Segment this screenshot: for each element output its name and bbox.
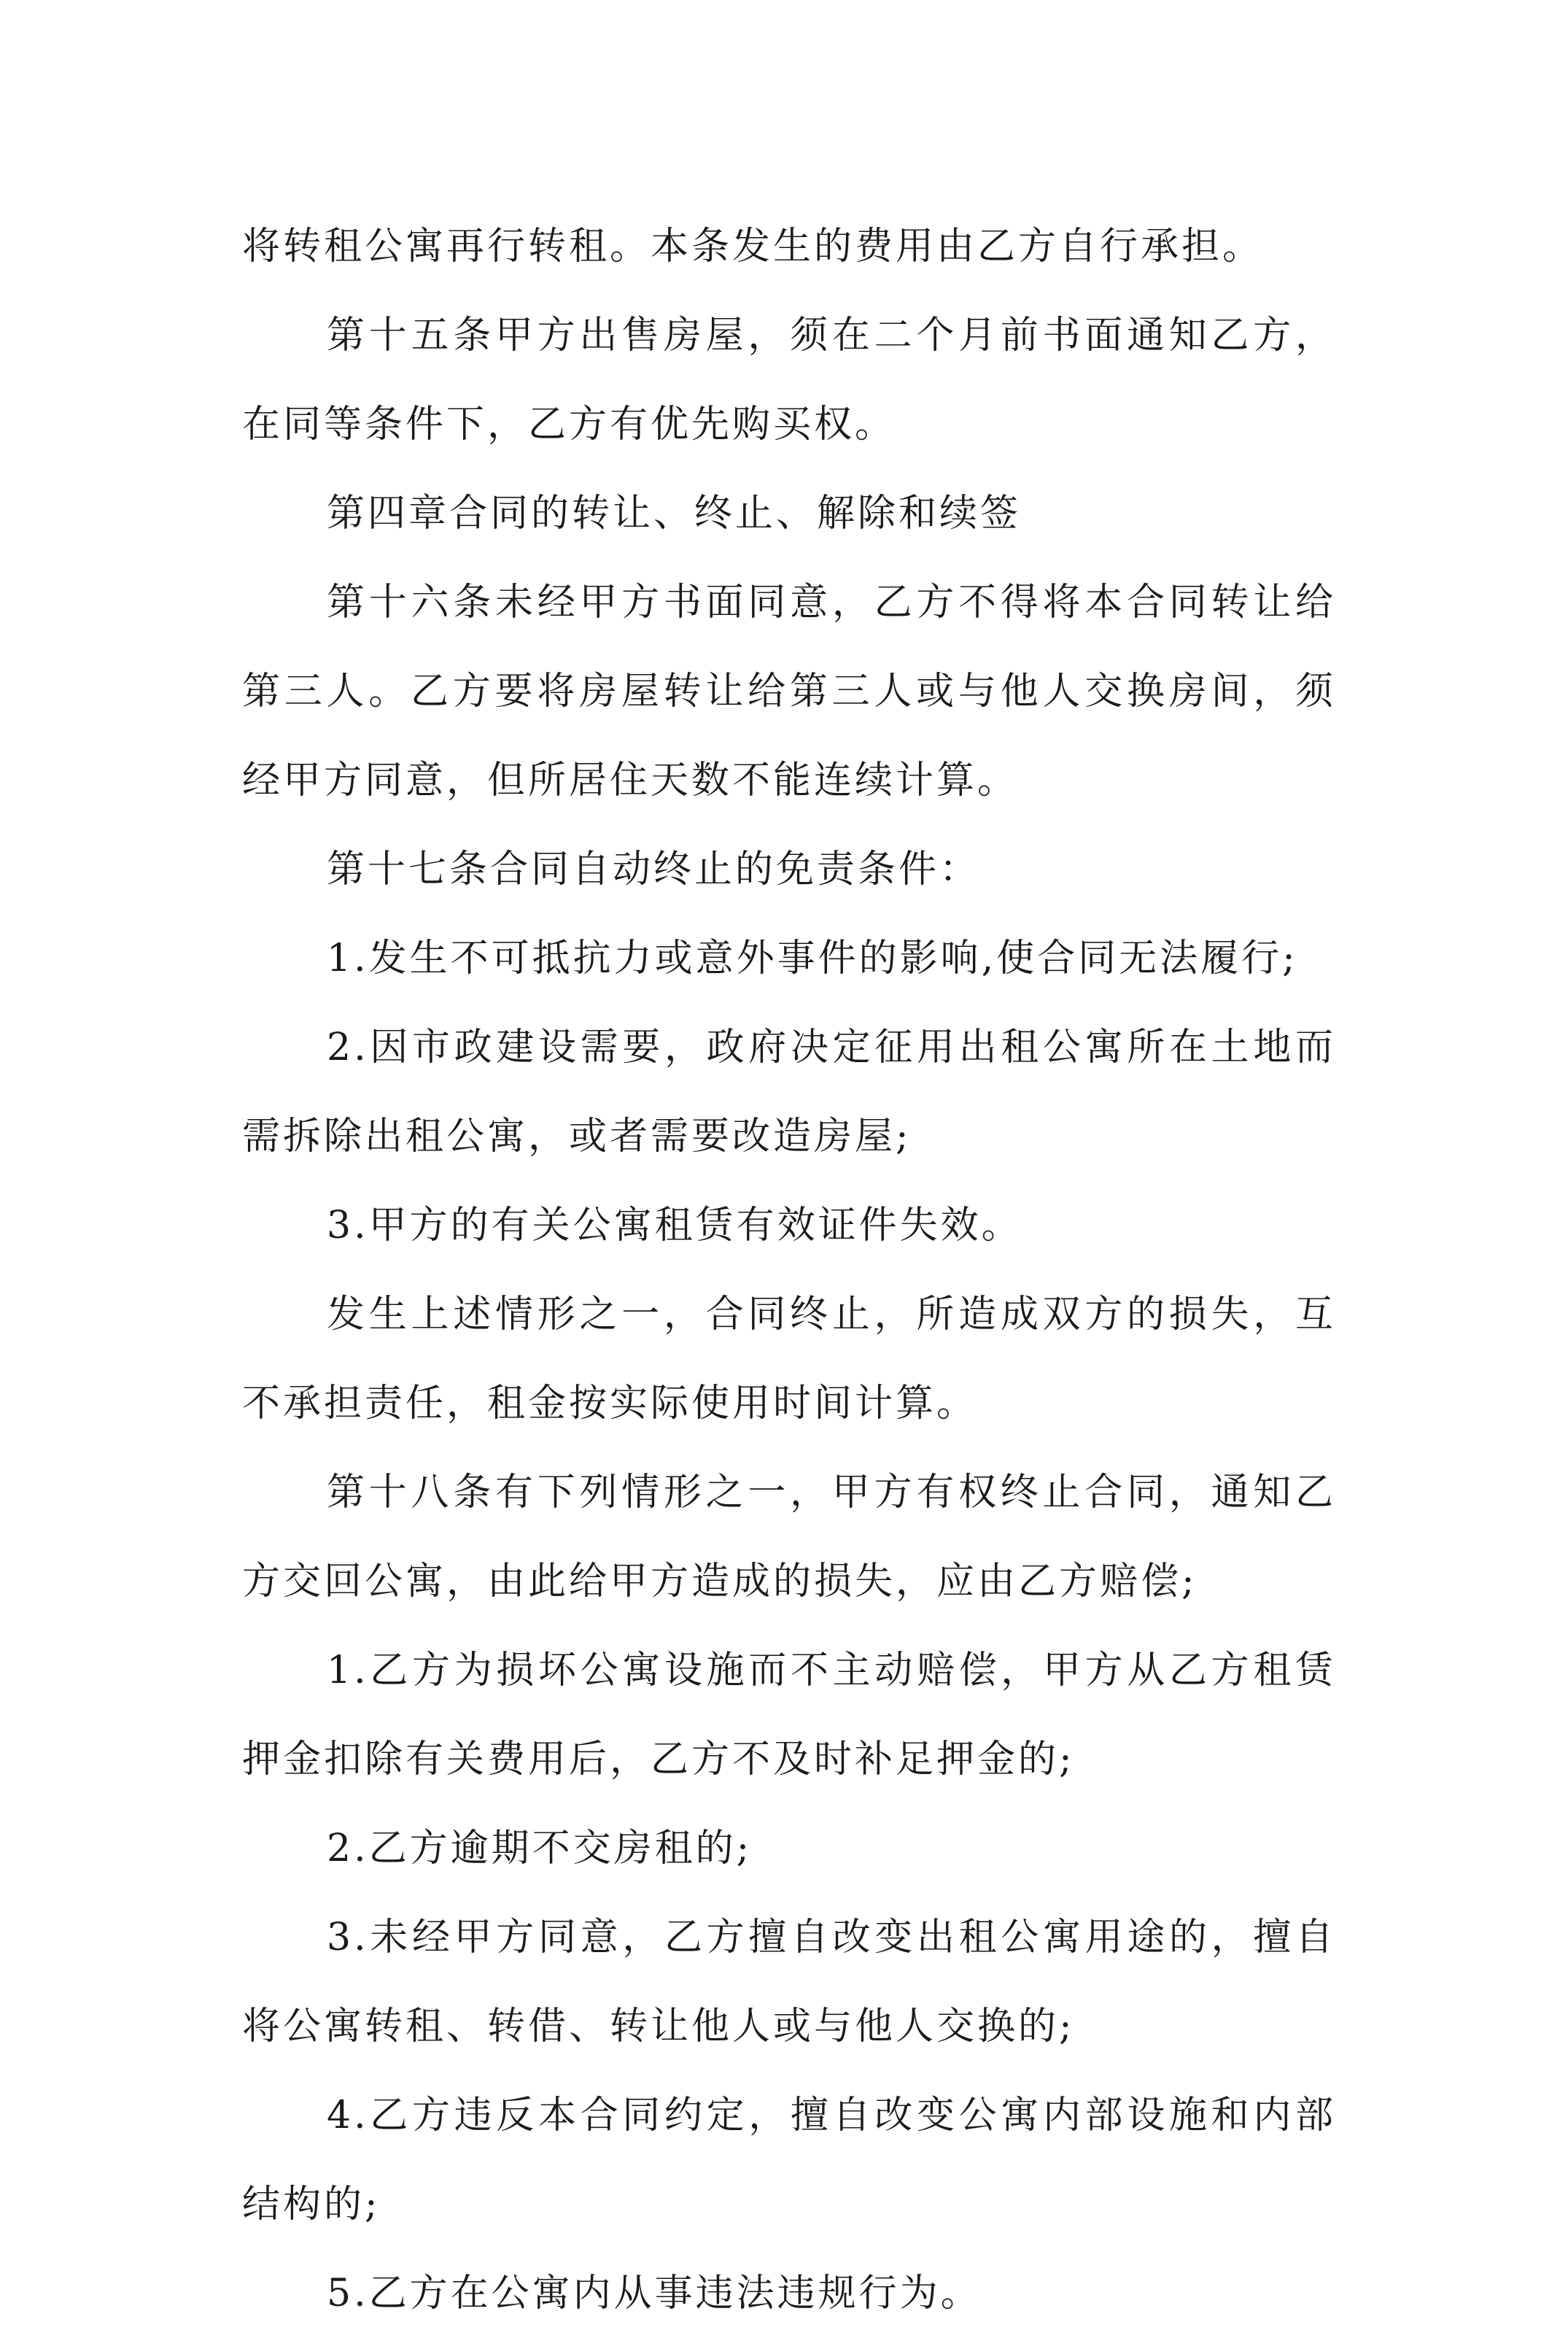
list-item-17-1: 1.发生不可抵抗力或意外事件的影响,使合同无法履行; bbox=[327, 937, 1298, 980]
list-item-17-3: 3.甲方的有关公寓租赁有效证件失效。 bbox=[327, 1204, 1022, 1247]
list-item-18-4: 4.乙方违反本合同约定，擅自改变公寓内部设施和内部结构的; bbox=[242, 2094, 1336, 2226]
list-item-18-1: 1.乙方为损坏公寓设施而不主动赔偿，甲方从乙方租赁押金扣除有关费用后，乙方不及时补足押金的; bbox=[242, 1649, 1336, 1781]
list-item-18-2: 2.乙方逾期不交房租的; bbox=[327, 1827, 753, 1870]
list-item-17-2: 2.因市政建设需要，政府决定征用出租公寓所在土地而需拆除出租公寓，或者需要改造房屋; bbox=[242, 1026, 1336, 1158]
paragraph-article-18: 第十八条有下列情形之一，甲方有权终止合同，通知乙方交回公寓，由此给甲方造成的损失，应由乙方赔偿; bbox=[242, 1471, 1336, 1603]
paragraph-article-15: 第十五条甲方出售房屋，须在二个月前书面通知乙方，在同等条件下，乙方有优先购买权。 bbox=[242, 314, 1336, 446]
chapter-4-heading: 第四章合同的转让、终止、解除和续签 bbox=[327, 492, 1022, 535]
paragraph-termination-effect: 发生上述情形之一，合同终止，所造成双方的损失，互不承担责任，租金按实际使用时间计算。 bbox=[242, 1293, 1336, 1425]
list-item-18-5: 5.乙方在公寓内从事违法违规行为。 bbox=[327, 2272, 982, 2315]
paragraph-article-16: 第十六条未经甲方书面同意，乙方不得将本合同转让给第三人。乙方要将房屋转让给第三人或与他人交换房间，须经甲方同意，但所居住天数不能连续计算。 bbox=[242, 581, 1336, 802]
paragraph-sublet-cost: 将转租公寓再行转租。本条发生的费用由乙方自行承担。 bbox=[242, 225, 1264, 268]
paragraph-article-17: 第十七条合同自动终止的免责条件： bbox=[327, 848, 981, 891]
document-body bbox=[242, 202, 1336, 2338]
list-item-18-3: 3.未经甲方同意，乙方擅自改变出租公寓用途的，擅自将公寓转租、转借、转让他人或与他人交换的; bbox=[242, 1916, 1336, 2048]
